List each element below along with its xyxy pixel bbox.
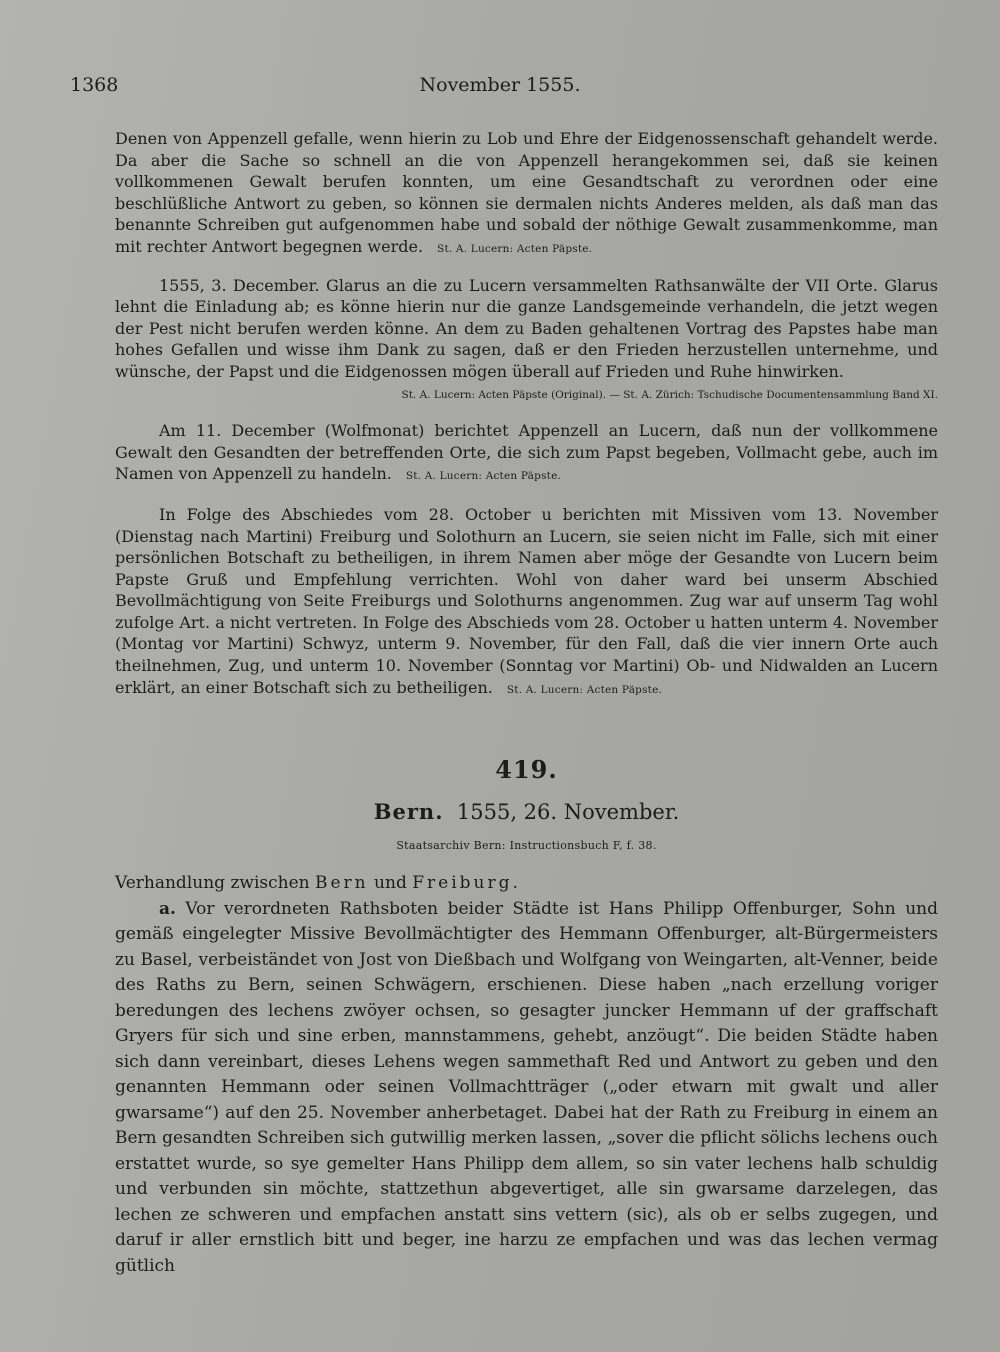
archive-reference: Staatsarchiv Bern: Instructionsbuch F, f. 38. (396, 839, 657, 853)
paragraph-text: In Folge des Abschiedes vom 28. October u berichten mit Missiven vom 13. November (Dienstag nach Martini) Freiburg und Solothurn an Lucern, sie seien nicht im Falle, sich mit einer persönlichen Botschaft zu betheiligen, in ihrem Namen aber möge der Gesandte von Lucern beim Papste Gruß und Empfehlung verrichten. Wohl von daher ward bei unserm Abschied Bevollmächtigung von Seite Freiburgs und Solothurns angenommen. Zug war auf unserm Tag wohl zufolge Art. a nicht vertreten. In Folge des Abschieds vom 28. October u hatten unterm 4. November (Montag vor Martini) Schwyz, unterm 9. November, für den Fall, daß die vier innern Orte auch theilnehmen, Zug, und unterm 10. November (Sonntag vor Martini) Ob- und Nidwalden an Lucern erklärt, an einer Botschaft sich zu betheiligen. (115, 504, 938, 697)
source-citation: St. A. Lucern: Acten Päpste (Original). — St. A. Zürich: Tschudische Documentensammlung Band XI. (401, 388, 938, 401)
item-text: Vor verordneten Rathsboten beider Städte ist Hans Philipp Offenburger, Sohn und gemäß eingelegter Missive Bevollmächtigter des Hemmann Offenburger, alt-Bürgermeisters zu Basel, verbeiständet von Jost von Dießbach und Wolfgang von Weingarten, alt-Venner, beide des Raths zu Bern, seinen Schwägern, erschienen. Diese haben „nach erzellung voriger beredungen des lechens zwöyer ochsen, so gesagter juncker Hemmann uf der graffschaft Gryers für sich und sine erben, mannstammens, gehebt, anzöugt“. Die beiden Städte haben sich dann vereinbart, dieses Lehens wegen sammethaft Red und Antwort zu geben und den genannten Hemmann oder seinen Vollmachtträger („oder etwarn mit gwalt und aller gwarsame“) auf den 25. November anherbetaget. Dabei hat der Rath zu Freiburg in einem an Bern gesandten Schreiben sich gutwillig merken lassen, „sover die pflicht sölichs lechens ouch erstattet wurde, so sye gemelter Hans Philipp dem allem, so sin vater lechens halb schuldig und verbunden sin möchte, stattzethun abgevertiget, alle sin gwarsame darzelegen, das lechen ze schweren und empfachen anstatt sins vettern (sic), als ob er selbs zugegen, und daruf ir aller ernstlich bitt und beger, ine harzu ze empfachen und was das lechen vermag gütlich (115, 898, 939, 1276)
source-citation: St. A. Lucern: Acten Päpste. (405, 470, 562, 483)
source-citation: St. A. Lucern: Acten Päpste. (437, 242, 593, 255)
document-title (115, 798, 938, 824)
document-body (115, 871, 938, 1279)
document-place: Bern. (373, 798, 444, 824)
paragraph-text: Am 11. December (Wolfmonat) berichtet Appenzell an Lucern, daß nun der vollkommene Gewalt den Gesandten der betreffenden Orte, die sich zum Papst begeben, Vollmacht gebe, auch im Namen von Appenzell zu handeln. (115, 421, 938, 484)
source-citation: St. A. Lucern: Acten Päpste. (506, 683, 663, 696)
paragraph-december (115, 420, 938, 488)
page-number: 1368 (70, 74, 119, 96)
paragraph-text: Denen von Appenzell gefalle, wenn hierin zu Lob und Ehre der Eidgenossenschaft gehandelt werde. Da aber die Sache so schnell an die von Appenzell herangekommen sei, daß sie keinen vollkommenen Gewalt berufen konnten, um eine Gesandtschaft zu verordnen oder eine beschlüßliche Antwort zu geben, so können sie dermalen nichts Anderes melden, als daß man das benannte Schreiben gut aufgenommen habe und sobald der nöthige Gewalt zusammenkomme, man mit rechter Antwort begegnen werde. (115, 129, 938, 256)
paragraph-glarus: 1555, 3. December. Glarus an die zu Lucern versammelten Rathsanwälte der VII Orte. Glarus lehnt die Einladung ab; es könne hierin nur die ganze Landsgemeinde verhandeln, die jetzt wegen der Pest nicht berufen werden könne. An dem zu Baden gehaltenen Vortrag des Papstes habe man hohes Gefallen und wisse ihm Dank zu sagen, daß er den Frieden herzustellen unternehme, und wünsche, der Papst und die Eidgenossen mögen überall auf Frieden und Ruhe hinwirken. (115, 275, 938, 381)
document-intro: Verhandlung zwischen Bern und Freiburg. (115, 873, 518, 894)
page-header (70, 74, 930, 104)
document-number: 419. (495, 755, 558, 785)
party-bern: Bern (315, 873, 369, 894)
document-item-a (115, 897, 938, 1280)
party-freiburg: Freiburg (412, 873, 513, 894)
document-date: 1555, 26. November. (456, 799, 680, 824)
paragraph-appenzell (115, 128, 938, 261)
paragraph-abschied (115, 504, 938, 701)
item-label: a. (159, 898, 176, 919)
page-body (115, 128, 938, 1279)
running-title: November 1555. (419, 74, 581, 96)
